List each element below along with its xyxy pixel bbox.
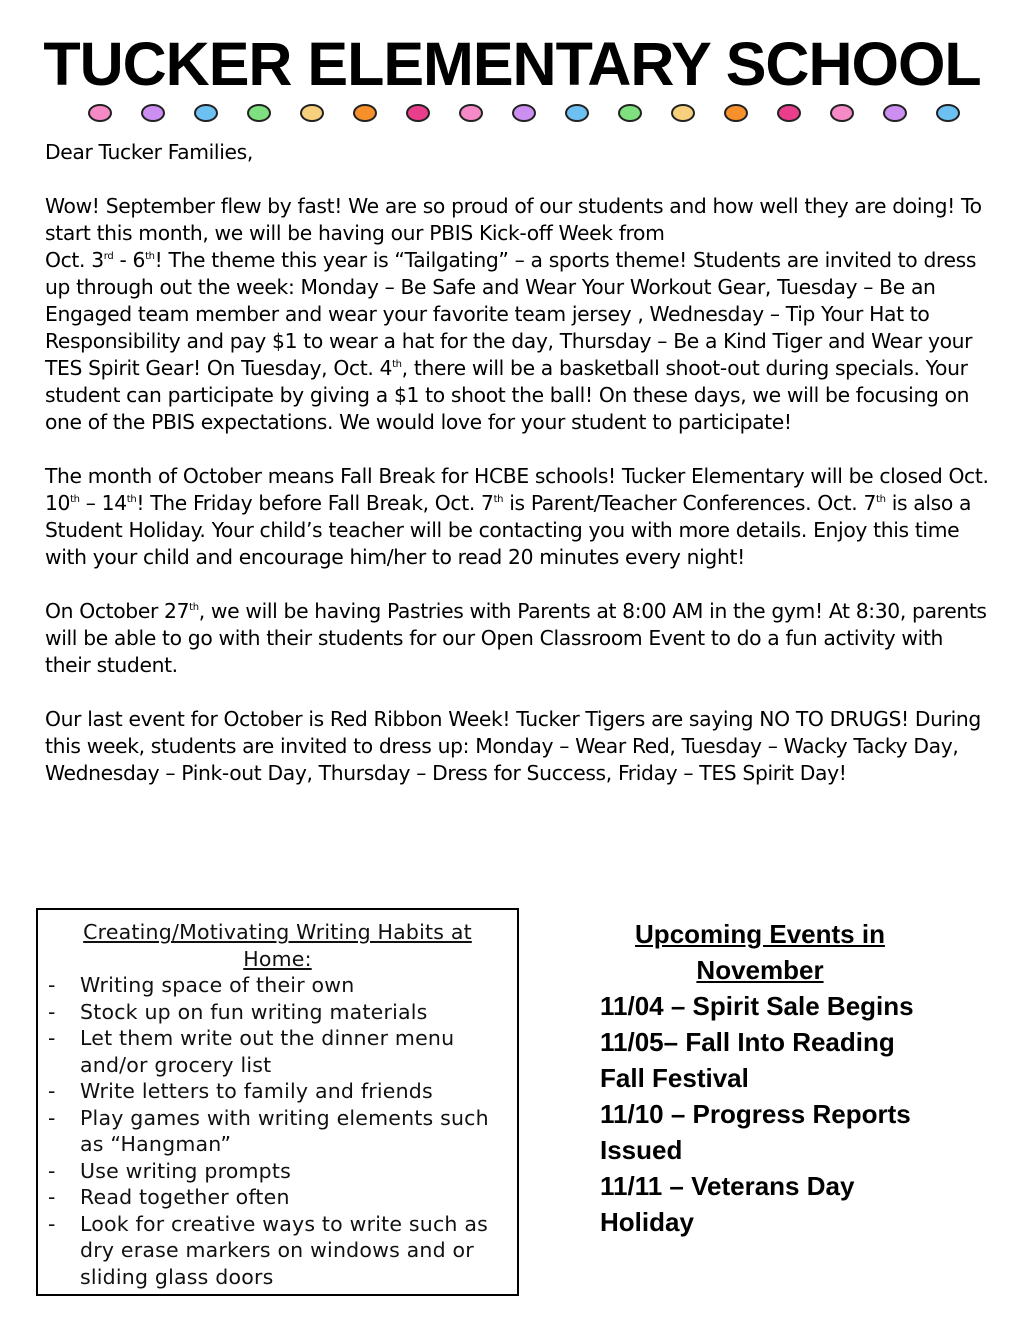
list-item — [48, 1184, 507, 1211]
superscript: th — [145, 251, 155, 263]
list-item — [48, 1105, 507, 1158]
decorative-dot — [459, 104, 483, 122]
text-run: Oct. 3 — [45, 248, 104, 272]
decorative-dot — [88, 104, 112, 122]
text-run: is Parent/Teacher Conferences. Oct. 7 — [503, 491, 877, 515]
superscript: th — [876, 494, 886, 506]
decorative-dot — [671, 104, 695, 122]
text-run: ! The Friday before Fall Break, Oct. 7 — [136, 491, 494, 515]
text-run: - 6 — [113, 248, 146, 272]
event-item: 11/05– Fall Into Reading Fall Festival — [600, 1027, 895, 1093]
list-item-text: Write letters to family and friends — [80, 1079, 433, 1103]
superscript: th — [126, 494, 137, 506]
text-run: The month of October means Fall Break for HCBE schools! Tucker Elementary will be closed Oct. 10 — [45, 464, 989, 515]
letter-paragraph-pastries — [45, 598, 990, 679]
bullet-dash: - — [48, 973, 56, 997]
text-run: , there will be a basketball shoot-out during specials. Your student can participate by giving a $1 to shoot the ball! On these days, we will be focusing on one of the PBIS expectations. We would love for your student to participate! — [45, 356, 970, 434]
list-item-text: Let them write out the dinner menu and/or grocery list — [80, 1026, 455, 1077]
event-item: 11/10 – Progress Reports Issued — [600, 1099, 911, 1165]
text-run: is also a Student Holiday. Your child’s teacher will be contacting you with more details. Enjoy this time with your child and encourage him/her to read 20 minutes every night! — [45, 491, 972, 569]
list-item — [48, 1158, 507, 1185]
letter-body — [45, 139, 990, 814]
event-item: 11/04 – Spirit Sale Begins — [600, 991, 914, 1021]
letter-greeting: Dear Tucker Families, — [45, 140, 253, 164]
text-run: , we will be having Pastries with Parents at 8:00 AM in the gym! At 8:30, parents will be able to go with their students for our Open Classroom Event to do a fun activity with their student. — [45, 599, 987, 677]
event-item: 11/11 – Veterans Day Holiday — [600, 1171, 855, 1237]
decorative-dot — [512, 104, 536, 122]
decorative-dot — [936, 104, 960, 122]
decorative-dot-row — [88, 104, 963, 126]
decorative-dot — [724, 104, 748, 122]
list-item — [48, 999, 507, 1026]
bullet-dash: - — [48, 1026, 56, 1050]
superscript: rd — [103, 251, 114, 263]
writing-habits-title: Creating/Motivating Writing Habits at Home: — [83, 920, 472, 971]
letter-paragraph-fall-break — [45, 463, 990, 571]
bullet-dash: - — [48, 1158, 56, 1183]
decorative-dot — [883, 104, 907, 122]
decorative-dot — [247, 104, 271, 122]
list-item-text: Read together often — [80, 1185, 290, 1209]
text-run: On October 27 — [45, 599, 190, 623]
decorative-dot — [194, 104, 218, 122]
letter-paragraph-red-ribbon: Our last event for October is Red Ribbon Week! Tucker Tigers are saying NO TO DRUGS! During this week, students are invited to dress up: Monday – Wear Red, Tuesday – Wacky Tacky Day, Wednesday – Pink-out Day, Thursday – Dress for Success, Friday – TES Spirit Day! — [45, 707, 981, 785]
superscript: th — [493, 494, 504, 506]
list-item — [48, 1078, 507, 1105]
list-item — [48, 1211, 507, 1291]
decorative-dot — [830, 104, 854, 122]
decorative-dot — [565, 104, 589, 122]
bullet-dash: - — [48, 1185, 56, 1209]
text-run: ! The theme this year is “Tailgating” – a sports theme! Students are invited to dress up through out the week: Monday – Be Safe and Wear Your Workout Gear, Tuesday – Be an Engaged team member and wear your favorite team jersey , Wednesday – Tip Your Hat to Responsibility and pay $1 to wear a hat for the day, Thursday – Be a Kind Tiger and Wear your TES Spirit Gear! On Tuesday, Oct. 4 — [45, 248, 977, 380]
list-item — [48, 1025, 507, 1078]
bullet-dash: - — [48, 1211, 56, 1236]
superscript: th — [70, 494, 80, 506]
text-run: Wow! September flew by fast! We are so proud of our students and how well they are doing! To start this month, we will be having our PBIS Kick-off Week from — [45, 194, 982, 245]
decorative-dot — [406, 104, 430, 122]
text-run: – 14 — [79, 491, 127, 515]
letter-paragraph-pbis — [45, 193, 990, 436]
upcoming-events-title: Upcoming Events in November — [635, 919, 885, 985]
list-item-text: Use writing prompts — [80, 1158, 291, 1183]
upcoming-events — [600, 916, 930, 1240]
bullet-dash: - — [48, 999, 56, 1024]
writing-habits-list — [38, 972, 517, 1290]
decorative-dot — [300, 104, 324, 122]
superscript: th — [392, 359, 402, 371]
superscript: th — [189, 602, 199, 614]
decorative-dot — [353, 104, 377, 122]
list-item-text: Look for creative ways to write such as dry erase markers on windows and or sliding glass doors — [80, 1211, 488, 1289]
decorative-dot — [777, 104, 801, 122]
list-item-text: Play games with writing elements such as “Hangman” — [80, 1105, 489, 1156]
school-title: TUCKER ELEMENTARY SCHOOL — [43, 30, 981, 98]
list-item-text: Stock up on fun writing materials — [80, 999, 428, 1024]
decorative-dot — [141, 104, 165, 122]
bullet-dash: - — [48, 1079, 56, 1103]
list-item-text: Writing space of their own — [80, 973, 355, 997]
writing-habits-box — [36, 908, 519, 1296]
decorative-dot — [618, 104, 642, 122]
list-item — [48, 972, 507, 999]
bullet-dash: - — [48, 1105, 56, 1130]
